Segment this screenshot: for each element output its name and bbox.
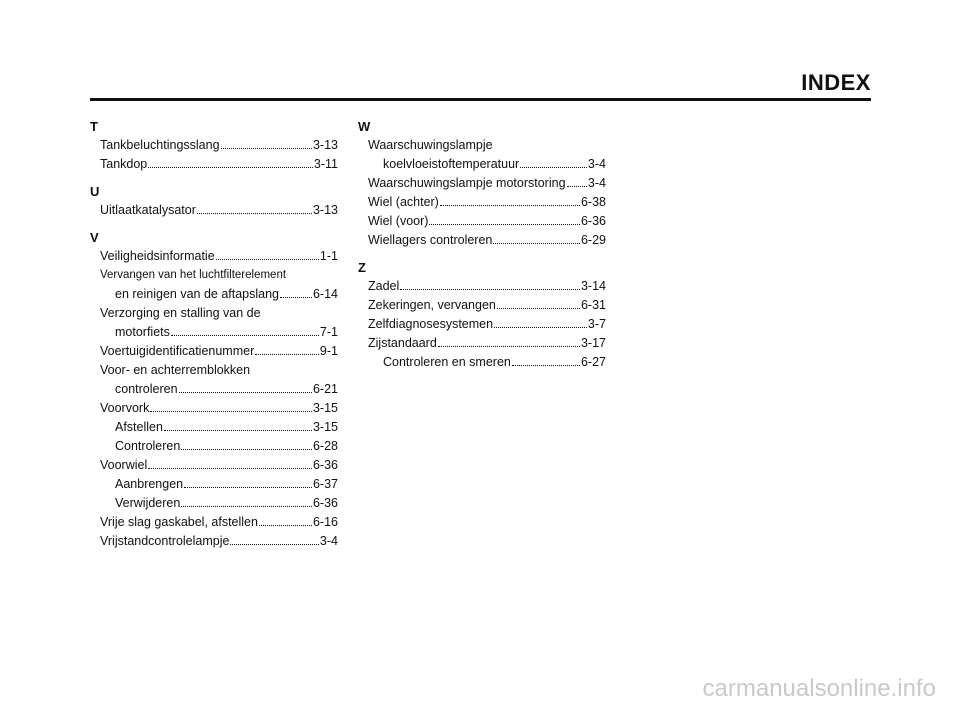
index-section — [90, 228, 338, 551]
dot-leader — [255, 353, 319, 355]
index-entry — [90, 494, 338, 513]
index-section — [358, 258, 606, 372]
entry-page-number: 3-11 — [313, 157, 338, 171]
section-letter: V — [90, 230, 99, 245]
entry-page-number: 6-28 — [312, 439, 338, 453]
section-letter: U — [90, 184, 100, 199]
entry-term: Vrije slag gaskabel, afstellen — [100, 515, 258, 529]
entry-page-number: 3-4 — [587, 157, 606, 171]
entry-page-number: 6-36 — [580, 214, 606, 228]
index-column-right — [358, 117, 606, 380]
index-entry — [90, 323, 338, 342]
dot-leader — [230, 543, 318, 545]
entry-term: Wiellagers controleren — [368, 233, 493, 247]
entry-page-number: 6-14 — [312, 287, 338, 301]
index-entry — [358, 136, 606, 155]
dot-leader — [148, 467, 312, 469]
dot-leader — [164, 429, 312, 431]
entry-term: Voertuigidentificatienummer — [100, 344, 255, 358]
index-entry — [90, 532, 338, 551]
dot-leader — [567, 185, 587, 187]
entry-term: Tankbeluchtingsslang — [100, 138, 220, 152]
dot-leader — [493, 242, 580, 244]
entry-term: en reinigen van de aftapslang — [115, 287, 280, 301]
entry-page-number: 6-37 — [312, 477, 338, 491]
index-entry — [358, 296, 606, 315]
dot-leader — [150, 410, 312, 412]
dot-leader — [181, 505, 312, 507]
entry-page-number: 1-1 — [319, 249, 338, 263]
entry-page-number: 6-38 — [580, 195, 606, 209]
entry-page-number: 3-17 — [580, 336, 606, 350]
dot-leader — [497, 307, 580, 309]
index-entry — [90, 380, 338, 399]
entry-term: Uitlaatkatalysator — [100, 203, 196, 217]
index-entry — [90, 456, 338, 475]
index-entry — [358, 212, 606, 231]
entry-page-number: 3-13 — [312, 138, 338, 152]
entry-page-number: 3-15 — [312, 401, 338, 415]
dot-leader — [179, 391, 312, 393]
entry-page-number: 6-21 — [312, 382, 338, 396]
entry-term: Tankdop — [100, 157, 148, 171]
entry-term: Veiligheidsinformatie — [100, 249, 215, 263]
index-section — [90, 117, 338, 174]
entry-term: Zijstandaard — [368, 336, 437, 350]
entry-term: Afstellen — [115, 420, 163, 434]
entry-term: Voor- en achterremblokken — [100, 363, 251, 377]
entry-term: Verwijderen — [115, 496, 181, 510]
index-entry — [90, 513, 338, 532]
entry-page-number: 3-7 — [587, 317, 606, 331]
index-entry — [358, 231, 606, 250]
entry-term: Zekeringen, vervangen — [368, 298, 496, 312]
entry-term: Vrijstandcontrolelampje — [100, 534, 230, 548]
entry-page-number: 3-14 — [580, 279, 606, 293]
index-entry — [358, 174, 606, 193]
entry-page-number: 6-29 — [580, 233, 606, 247]
entry-term: Aanbrengen — [115, 477, 184, 491]
index-section — [358, 117, 606, 250]
entry-page-number: 7-1 — [319, 325, 338, 339]
index-entry — [358, 334, 606, 353]
entry-page-number: 3-4 — [587, 176, 606, 190]
dot-leader — [259, 524, 312, 526]
index-entry — [358, 315, 606, 334]
index-entry — [90, 266, 338, 285]
index-entry — [90, 285, 338, 304]
watermark: carmanualsonline.info — [702, 675, 936, 702]
index-entry — [358, 353, 606, 372]
dot-leader — [520, 166, 587, 168]
entry-term: Vervangen van het luchtfilterelement — [100, 269, 287, 281]
entry-page-number: 6-36 — [312, 496, 338, 510]
dot-leader — [148, 166, 313, 168]
index-entry — [90, 437, 338, 456]
entry-term: Voorwiel — [100, 458, 148, 472]
dot-leader — [171, 334, 319, 336]
index-entry — [90, 155, 338, 174]
entry-term: koelvloeistoftemperatuur — [383, 157, 520, 171]
entry-term: Verzorging en stalling van de — [100, 306, 261, 320]
entry-term: Zadel — [368, 279, 400, 293]
index-section — [90, 182, 338, 220]
entry-term: Controleren en smeren — [383, 355, 511, 369]
entry-page-number: 6-27 — [580, 355, 606, 369]
index-entry — [90, 475, 338, 494]
entry-page-number: 3-13 — [312, 203, 338, 217]
section-letter: T — [90, 119, 98, 134]
dot-leader — [181, 448, 312, 450]
entry-page-number: 6-31 — [580, 298, 606, 312]
dot-leader — [429, 223, 580, 225]
entry-term: Waarschuwingslampje motorstoring — [368, 176, 566, 190]
entry-term: Controleren — [115, 439, 181, 453]
index-entry — [358, 277, 606, 296]
index-entry — [90, 361, 338, 380]
dot-leader — [512, 364, 580, 366]
entry-term: Wiel (voor) — [368, 214, 429, 228]
index-entry — [358, 193, 606, 212]
index-entry — [358, 155, 606, 174]
index-entry — [90, 136, 338, 155]
entry-term: controleren — [115, 382, 178, 396]
entry-term: Wiel (achter) — [368, 195, 439, 209]
entry-page-number: 3-4 — [319, 534, 338, 548]
index-entry — [90, 201, 338, 220]
index-entry — [90, 418, 338, 437]
entry-term: motorfiets — [115, 325, 170, 339]
dot-leader — [197, 212, 312, 214]
entry-page-number: 6-36 — [312, 458, 338, 472]
entry-page-number: 6-16 — [312, 515, 338, 529]
dot-leader — [184, 486, 312, 488]
title-rule — [90, 98, 871, 101]
dot-leader — [221, 147, 312, 149]
entry-page-number: 9-1 — [319, 344, 338, 358]
dot-leader — [440, 204, 580, 206]
index-entry — [90, 342, 338, 361]
index-column-left — [90, 117, 338, 559]
entry-term: Voorvork — [100, 401, 150, 415]
index-entry — [90, 304, 338, 323]
dot-leader — [216, 258, 319, 260]
dot-leader — [280, 296, 312, 298]
index-entry — [90, 399, 338, 418]
entry-term: Waarschuwingslampje — [368, 138, 493, 152]
index-entry — [90, 247, 338, 266]
dot-leader — [494, 326, 587, 328]
page-title: INDEX — [801, 70, 871, 95]
dot-leader — [438, 345, 580, 347]
dot-leader — [400, 288, 580, 290]
entry-page-number: 3-15 — [312, 420, 338, 434]
section-letter: W — [358, 119, 371, 134]
entry-term: Zelfdiagnosesystemen — [368, 317, 494, 331]
section-letter: Z — [358, 260, 366, 275]
